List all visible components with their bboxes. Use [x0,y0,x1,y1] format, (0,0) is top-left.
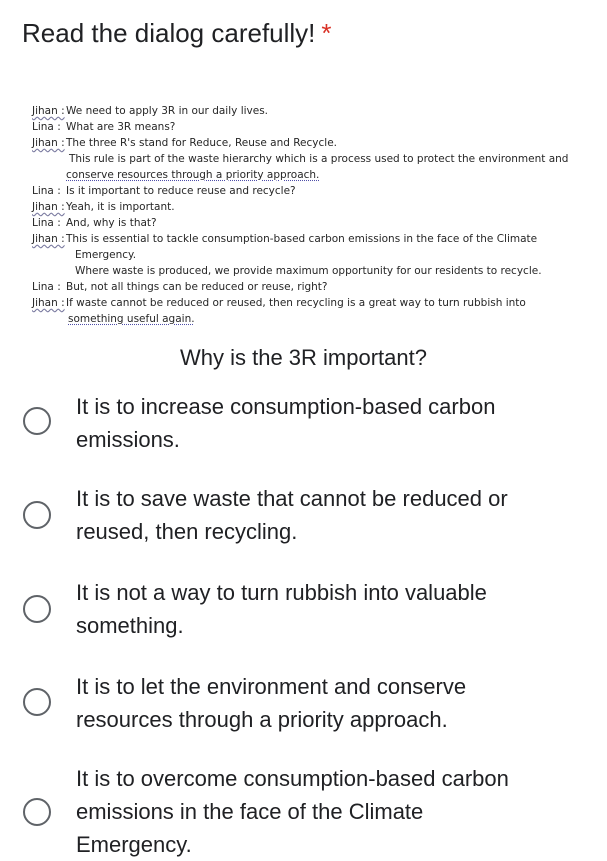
radio-button[interactable] [23,798,51,826]
dialog-text: This rule is part of the waste hierarchy which is a process used to protect the environment and [69,153,569,165]
option-label[interactable]: It is not a way to turn rubbish into valuable something. [76,580,487,638]
dialog-text: What are 3R means? [66,121,176,133]
dialog-text: something useful again. [68,313,195,325]
dialog-line [32,136,337,150]
dialog-line [32,216,157,230]
dialog-text: The three R's stand for Reduce, Reuse and Recycle. [66,137,337,149]
dialog-text: If waste cannot be reduced or reused, then recycling is a great way to turn rubbish into [66,297,526,309]
dialog-speaker: Jihan : [32,201,65,213]
dialog-line [66,168,319,182]
dialog-line [75,248,136,262]
option-label[interactable]: It is to save waste that cannot be reduced or reused, then recycling. [76,486,508,544]
dialog-speaker: Lina : [32,217,61,229]
dialog-line [32,200,175,214]
dialog-speaker: Jihan : [32,297,65,309]
dialog-text: And, why is that? [66,217,157,229]
option-label[interactable]: It is to overcome consumption-based carbon emissions in the face of the Climate Emergency. [76,766,509,857]
dialog-line [32,280,328,294]
dialog-text: Where waste is produced, we provide maximum opportunity for our residents to recycle. [75,265,542,277]
question-prompt: Why is the 3R important? [180,345,427,370]
dialog-speaker: Lina : [32,185,61,197]
dialog-text: But, not all things can be reduced or reuse, right? [66,281,328,293]
option-label[interactable]: It is to increase consumption-based carbon emissions. [76,394,496,452]
dialog-line [32,184,296,198]
option-label[interactable]: It is to let the environment and conserve resources through a priority approach. [76,674,467,732]
dialog-line [68,312,195,326]
dialog-line [32,296,526,310]
dialog-text: Emergency. [75,249,137,261]
required-asterisk: * [321,18,332,48]
dialog-speaker: Jihan : [32,233,65,245]
question-title [22,16,332,50]
dialog-speaker: Lina : [32,281,61,293]
dialog-text: This is essential to tackle consumption-based carbon emissions in the face of the Climate [66,233,538,245]
radio-button[interactable] [23,688,51,716]
radio-button[interactable] [23,501,51,529]
dialog-line [69,152,568,166]
dialog-text: conserve resources through a priority approach. [66,169,320,181]
dialog-line [32,120,175,134]
dialog-speaker: Jihan : [32,137,65,149]
question-title-text: Read the dialog carefully! [22,18,316,48]
radio-button[interactable] [23,595,51,623]
dialog-line [75,264,542,278]
dialog-line [32,232,537,246]
dialog-text: Is it important to reduce reuse and recycle? [66,185,296,197]
dialog-text: Yeah, it is important. [66,201,175,213]
dialog-speaker: Jihan : [32,105,65,117]
dialog-speaker: Lina : [32,121,61,133]
dialog-line [32,104,268,118]
dialog-text: We need to apply 3R in our daily lives. [66,105,269,117]
radio-button[interactable] [23,407,51,435]
